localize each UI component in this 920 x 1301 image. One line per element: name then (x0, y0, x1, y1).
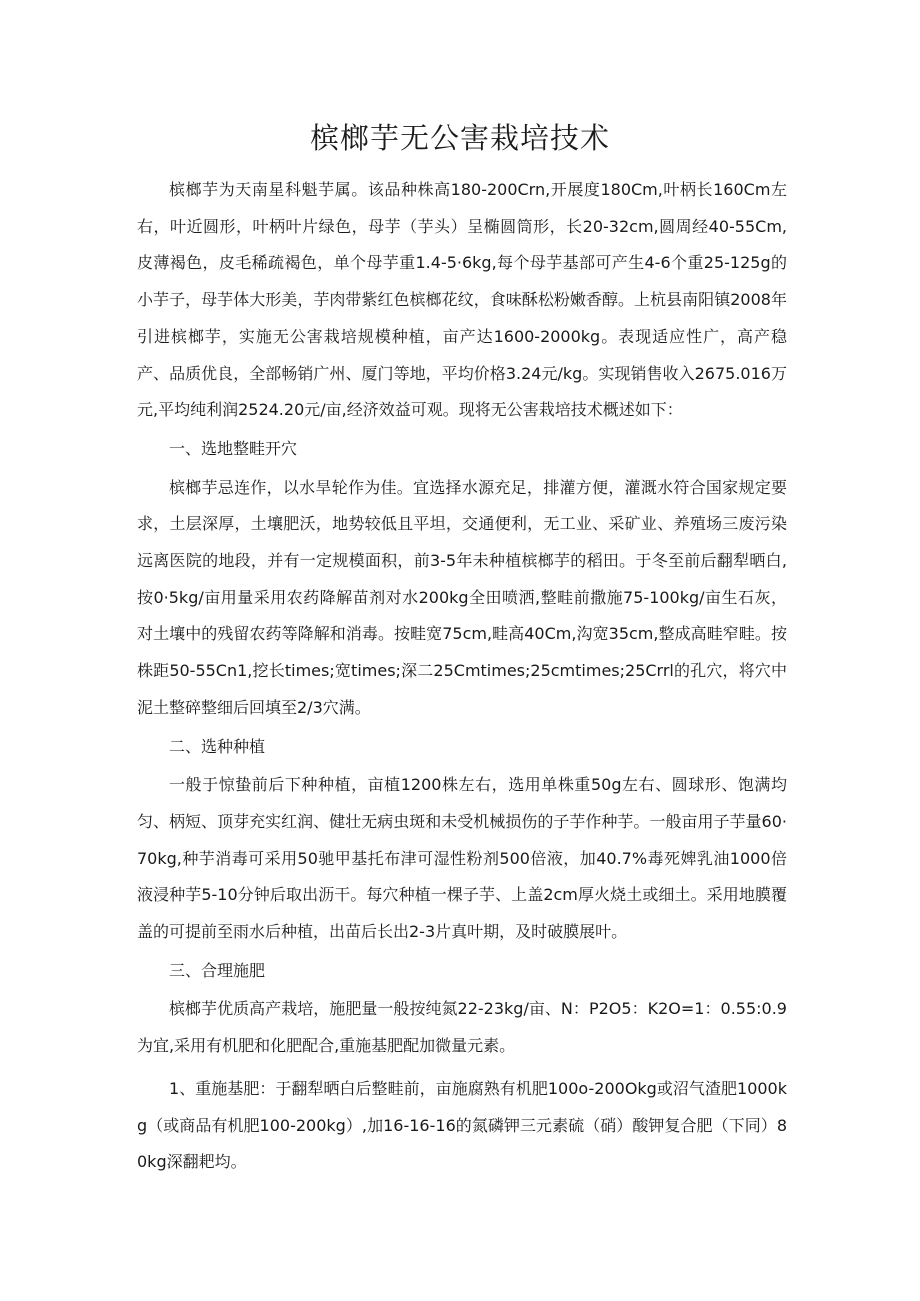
fertilizing-item-base-fertilizer: 1、重施基肥：于翻犁晒白后整畦前，亩施腐熟有机肥100o-200Okg或沼气渣肥1000kg（或商品有机肥100-200kg）,加16-16-16的氮磷钾三元素硫（硝）酸钾复合肥（下同）80kg深翻耙均。 (137, 1078, 787, 1172)
section-heading-seed-planting: 二、选种种植 (169, 736, 266, 756)
document-body (137, 172, 787, 1181)
section-body-fertilizing: 槟榔芋优质高产栽培，施肥量一般按纯氮22-23kg/亩、N：P2O5：K2O=1：0.55:0.9为宜,采用有机肥和化肥配合,重施基肥配加微量元素。 (137, 999, 787, 1056)
intro-paragraph: 槟榔芋为天南星科魁芋属。该品种株高180-200Crn,开展度180Cm,叶柄长160Cm左右，叶近圆形，叶柄叶片绿色，母芋（芋头）呈椭圆筒形，长20-32cm,圆周经40-55Cm,皮薄褐色，皮毛稀疏褐色，单个母芋重1.4-5·6kg,每个母芋基部可产生4-6个重25-125g的小芋子，母芋体大形美，芋肉带紫红色槟榔花纹，食味酥松粉嫩香醇。上杭县南阳镇2008年引进槟榔芋，实施无公害栽培规模种植，亩产达1600-2000kg。表现适应性广，高产稳产、品质优良，全部畅销广州、厦门等地，平均价格3.24元/kg。实现销售收入2675.016万元,平均纯利润2524.20元/亩,经济效益可观。现将无公害栽培技术概述如下： (137, 180, 787, 420)
section-heading-fertilizing: 三、合理施肥 (169, 960, 266, 980)
section-heading-site-selection: 一、选地整畦开穴 (169, 438, 298, 458)
section-body-seed-planting: 一般于惊蛰前后下种种植，亩植1200株左右，选用单株重50g左右、圆球形、饱满均匀、柄短、顶芽充实红润、健壮无病虫斑和未受机械损伤的子芋作种芋。一般亩用子芋量60·70kg,种芋消毒可采用50驰甲基托布津可湿性粉剂500倍液，加40.7%毒死婢乳油1000倍液浸种芋5-10分钟后取出沥干。每穴种植一棵子芋、上盖2cm厚火烧土或细土。采用地膜覆盖的可提前至雨水后种植，出苗后长出2-3片真叶期，及时破膜展叶。 (137, 775, 787, 942)
document-title: 槟榔芋无公害栽培技术 (309, 121, 610, 155)
section-body-site-selection: 槟榔芋忌连作，以水旱轮作为佳。宜选择水源充足，排灌方便，灌溉水符合国家规定要求，土层深厚，土壤肥沃，地势较低且平坦，交通便利，无工业、采矿业、养殖场三废污染远离医院的地段，并有一定规模面积，前3-5年未种植槟榔芋的稻田。于冬至前后翻犁晒白,按0·5kg/亩用量采用农药降解苗剂对水200kg全田喷洒,整畦前撒施75-100kg/亩生石灰，对土壤中的残留农药等降解和消毒。按畦宽75cm,畦高40Cm,沟宽35cm,整成高畦窄畦。按株距50-55Cn1,挖长times;宽times;深二25Cmtimes;25cmtimes;25Crrl的孔穴，将穴中泥土整碎整细后回填至2/3穴满。 (137, 477, 787, 717)
